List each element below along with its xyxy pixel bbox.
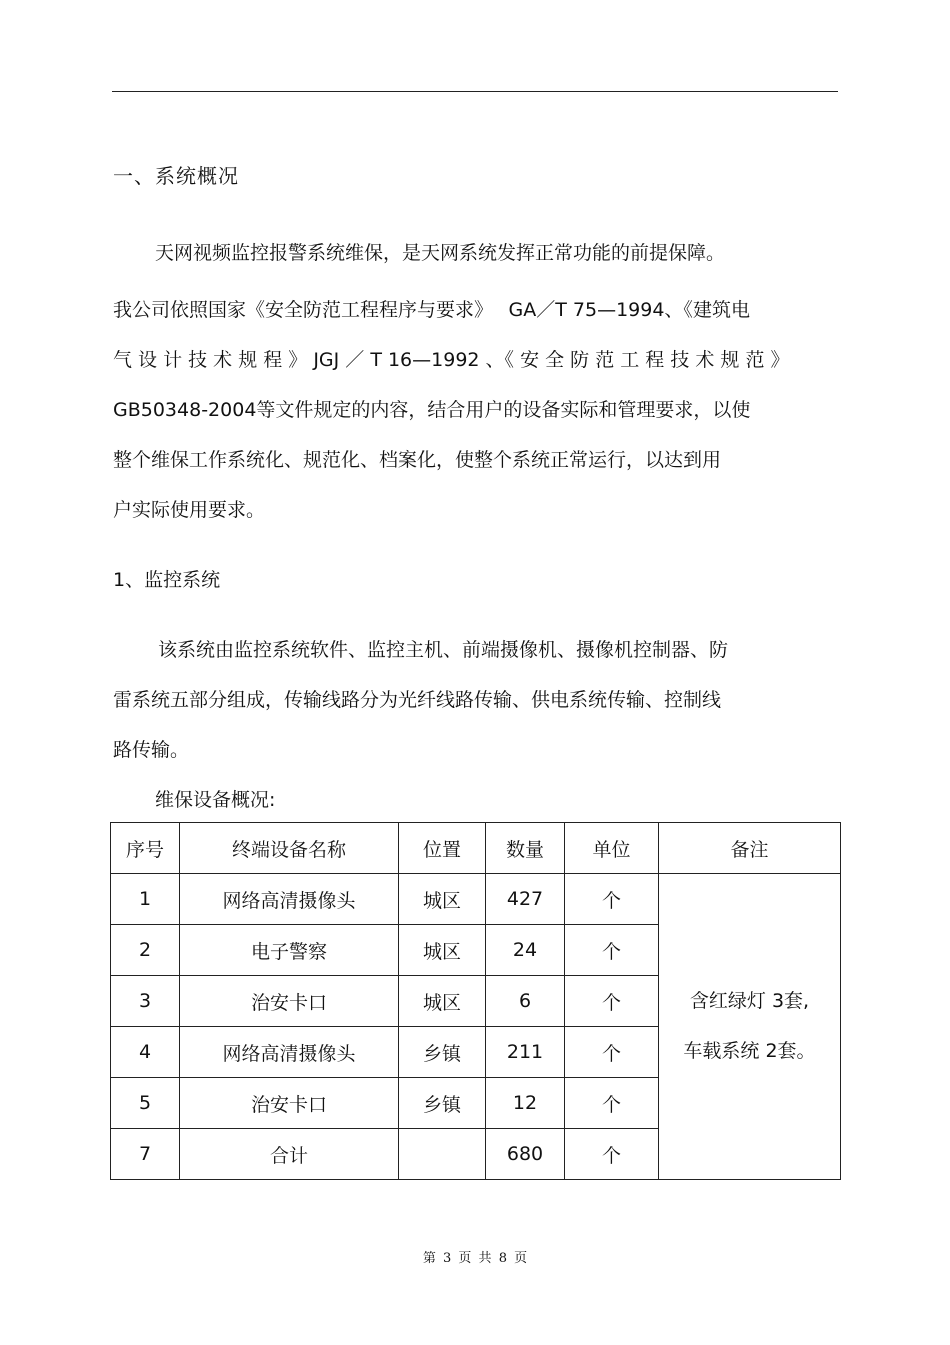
section-heading: 一、系统概况 [113, 164, 239, 188]
header-cell: 单位 [565, 823, 659, 874]
section-line: 该系统由监控系统软件、监控主机、前端摄像机、摄像机控制器、防 [158, 639, 729, 661]
table-cell: 7 [111, 1129, 180, 1180]
header-cell: 终端设备名称 [180, 823, 399, 874]
table-cell: 合计 [180, 1129, 399, 1180]
intro-line: 天网视频监控报警系统维保，是天网系统发挥正常功能的前提保障。 [155, 242, 726, 264]
table-cell: 3 [111, 976, 180, 1027]
table-cell: 治安卡口 [180, 976, 399, 1027]
table-cell: 1 [111, 874, 180, 925]
intro-line: 气 设 计 技 术 规 程 》 JGJ ／ T 16—1992 、《 安 全 防 范 工 程 技 术 规 范 》 [113, 349, 790, 371]
intro-line: 户实际使用要求。 [113, 499, 266, 521]
remarks-line: 车载系统 2套。 [683, 1039, 816, 1062]
table-cell: 个 [565, 1078, 659, 1129]
intro-line: 我公司依照国家《安全防范工程程序与要求》 GA／T 75—1994、《建筑电 [113, 299, 750, 321]
subsection-title: 1、监控系统 [113, 569, 221, 591]
table-cell: 个 [565, 1129, 659, 1180]
header-cell: 数量 [486, 823, 565, 874]
header-cell: 备注 [659, 823, 841, 874]
table-cell: 城区 [399, 874, 486, 925]
table-cell: 680 [486, 1129, 565, 1180]
table-cell: 12 [486, 1078, 565, 1129]
table-cell: 电子警察 [180, 925, 399, 976]
table-cell: 5 [111, 1078, 180, 1129]
table-cell: 6 [486, 976, 565, 1027]
header-cell: 位置 [399, 823, 486, 874]
table-cell: 个 [565, 1027, 659, 1078]
table-cell: 个 [565, 925, 659, 976]
table-cell: 4 [111, 1027, 180, 1078]
table-cell: 乡镇 [399, 1078, 486, 1129]
table-caption: 维保设备概况: [155, 789, 276, 811]
table-cell: 网络高清摄像头 [180, 874, 399, 925]
remarks-line: 含红绿灯 3套, [689, 990, 810, 1013]
section-line: 路传输。 [113, 739, 190, 761]
table-header-row [111, 823, 841, 874]
intro-line: GB50348-2004等文件规定的内容，结合用户的设备实际和管理要求，以使 [113, 399, 751, 421]
section-line: 雷系统五部分组成，传输线路分为光纤线路传输、供电系统传输、控制线 [113, 689, 722, 711]
table-row [111, 874, 841, 925]
table-cell: 个 [565, 976, 659, 1027]
remarks-cell [659, 874, 841, 1180]
table-cell: 乡镇 [399, 1027, 486, 1078]
header-rule [112, 91, 838, 92]
table-cell: 24 [486, 925, 565, 976]
intro-line: 整个维保工作系统化、规范化、档案化，使整个系统正常运行，以达到用 [113, 449, 722, 471]
equipment-table [110, 822, 841, 1180]
table-cell: 427 [486, 874, 565, 925]
table-cell: 211 [486, 1027, 565, 1078]
header-cell: 序号 [111, 823, 180, 874]
table-cell: 网络高清摄像头 [180, 1027, 399, 1078]
table-cell [399, 1129, 486, 1180]
table-cell: 城区 [399, 925, 486, 976]
table-cell: 个 [565, 874, 659, 925]
table-cell: 治安卡口 [180, 1078, 399, 1129]
table-cell: 城区 [399, 976, 486, 1027]
page-footer: 第 3 页 共 8 页 [422, 1251, 528, 1266]
table-cell: 2 [111, 925, 180, 976]
